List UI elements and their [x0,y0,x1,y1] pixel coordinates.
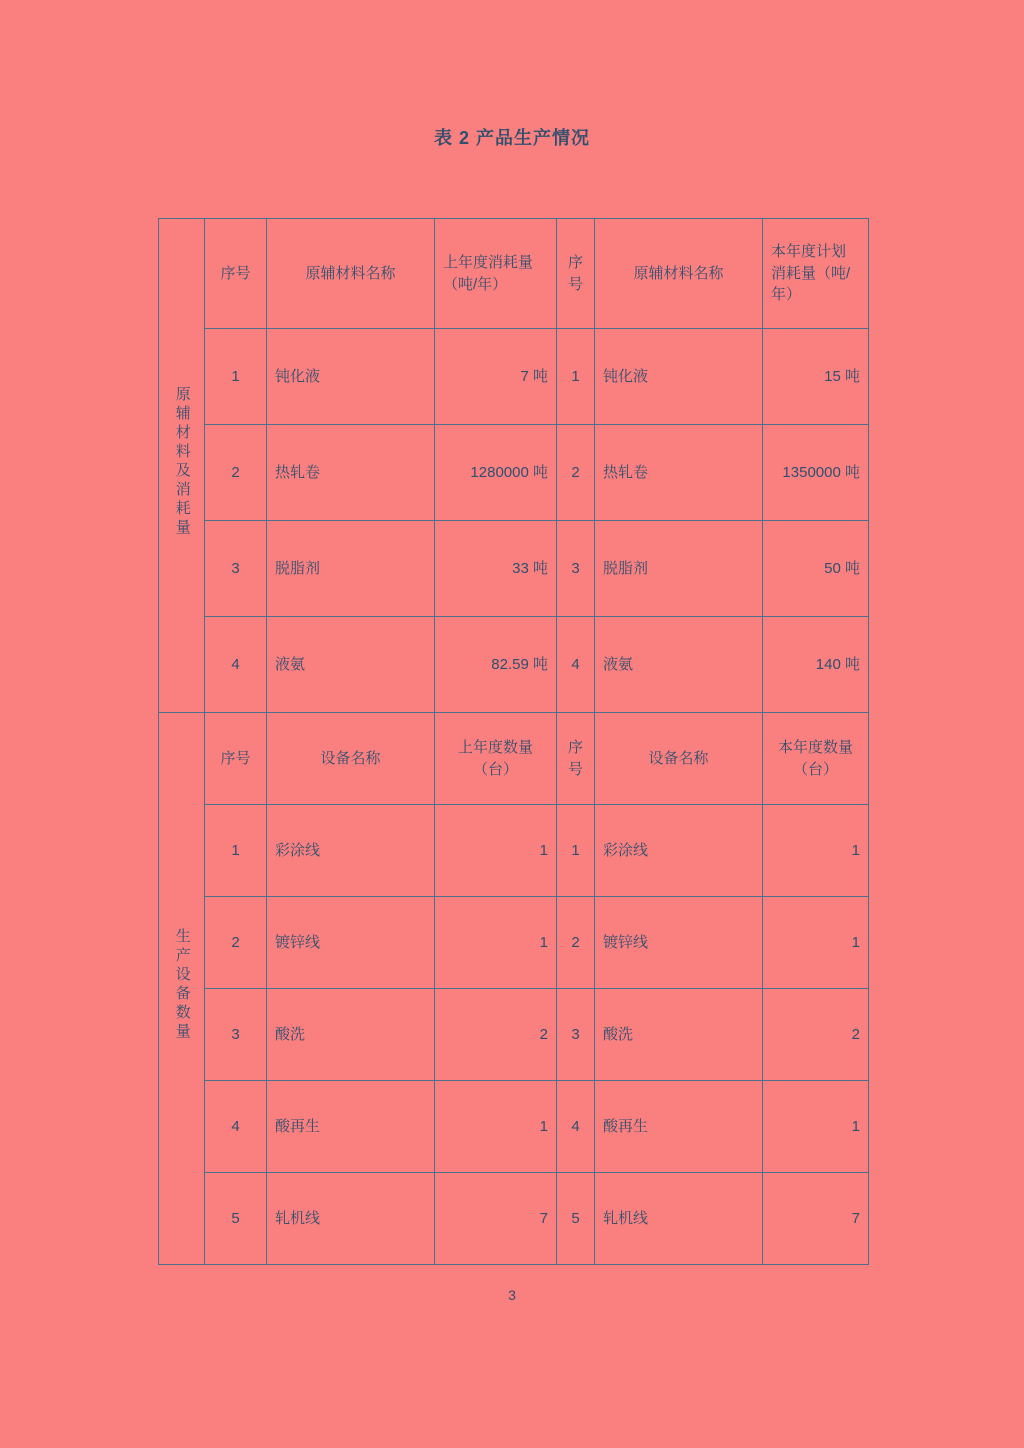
cell-material-name: 钝化液 [267,329,435,425]
column-header: 上年度数量（台） [435,713,557,805]
column-header: 序号 [205,219,267,329]
cell-material-name: 液氨 [267,617,435,713]
cell-last-year-amount: 82.59 吨 [435,617,557,713]
cell-index: 1 [557,329,595,425]
column-header: 序号 [557,219,595,329]
cell-index: 2 [557,897,595,989]
cell-index: 2 [205,425,267,521]
table-row [159,897,869,989]
table-row [159,1173,869,1265]
production-table-wrapper [158,218,868,1265]
cell-index: 4 [557,617,595,713]
cell-this-year-count: 1 [763,1081,869,1173]
cell-material-name: 液氨 [595,617,763,713]
cell-index: 4 [205,1081,267,1173]
cell-index: 5 [557,1173,595,1265]
table-row [159,521,869,617]
cell-equipment-name: 酸再生 [595,1081,763,1173]
cell-index: 2 [205,897,267,989]
section-label-materials: 原辅材料及消耗量 [159,219,205,713]
column-header: 设备名称 [595,713,763,805]
cell-last-year-count: 7 [435,1173,557,1265]
page-title: 表 2 产品生产情况 [433,128,590,148]
cell-material-name: 脱脂剂 [595,521,763,617]
column-header: 原辅材料名称 [595,219,763,329]
cell-equipment-name: 酸洗 [267,989,435,1081]
cell-index: 5 [205,1173,267,1265]
column-header: 序号 [205,713,267,805]
column-header: 本年度计划消耗量（吨/年） [763,219,869,329]
column-header: 原辅材料名称 [267,219,435,329]
cell-this-year-amount: 1350000 吨 [763,425,869,521]
table-header-row [159,713,869,805]
section-label-equipment: 生产设备数量 [159,713,205,1265]
cell-equipment-name: 彩涂线 [267,805,435,897]
cell-this-year-amount: 15 吨 [763,329,869,425]
cell-material-name: 热轧卷 [267,425,435,521]
cell-index: 3 [557,989,595,1081]
table-header-row [159,219,869,329]
cell-this-year-count: 1 [763,897,869,989]
column-header: 上年度消耗量（吨/年） [435,219,557,329]
table-row [159,425,869,521]
table-row [159,989,869,1081]
column-header: 序号 [557,713,595,805]
production-table [158,218,869,1265]
cell-material-name: 脱脂剂 [267,521,435,617]
table-row [159,805,869,897]
cell-material-name: 钝化液 [595,329,763,425]
column-header: 设备名称 [267,713,435,805]
cell-last-year-count: 1 [435,897,557,989]
cell-last-year-amount: 7 吨 [435,329,557,425]
cell-equipment-name: 镀锌线 [595,897,763,989]
cell-index: 4 [557,1081,595,1173]
page-number: 3 [508,1287,516,1303]
cell-this-year-count: 1 [763,805,869,897]
cell-equipment-name: 轧机线 [267,1173,435,1265]
cell-this-year-count: 2 [763,989,869,1081]
table-row [159,1081,869,1173]
cell-equipment-name: 镀锌线 [267,897,435,989]
cell-last-year-count: 1 [435,1081,557,1173]
column-header: 本年度数量（台） [763,713,869,805]
cell-equipment-name: 彩涂线 [595,805,763,897]
cell-this-year-amount: 50 吨 [763,521,869,617]
cell-index: 3 [205,989,267,1081]
cell-index: 1 [205,329,267,425]
cell-last-year-amount: 1280000 吨 [435,425,557,521]
cell-equipment-name: 酸再生 [267,1081,435,1173]
cell-equipment-name: 轧机线 [595,1173,763,1265]
table-row [159,617,869,713]
cell-index: 1 [205,805,267,897]
cell-index: 4 [205,617,267,713]
cell-last-year-count: 2 [435,989,557,1081]
cell-last-year-count: 1 [435,805,557,897]
cell-index: 3 [205,521,267,617]
cell-index: 2 [557,425,595,521]
cell-equipment-name: 酸洗 [595,989,763,1081]
cell-material-name: 热轧卷 [595,425,763,521]
cell-index: 1 [557,805,595,897]
cell-index: 3 [557,521,595,617]
cell-last-year-amount: 33 吨 [435,521,557,617]
cell-this-year-count: 7 [763,1173,869,1265]
cell-this-year-amount: 140 吨 [763,617,869,713]
table-row [159,329,869,425]
